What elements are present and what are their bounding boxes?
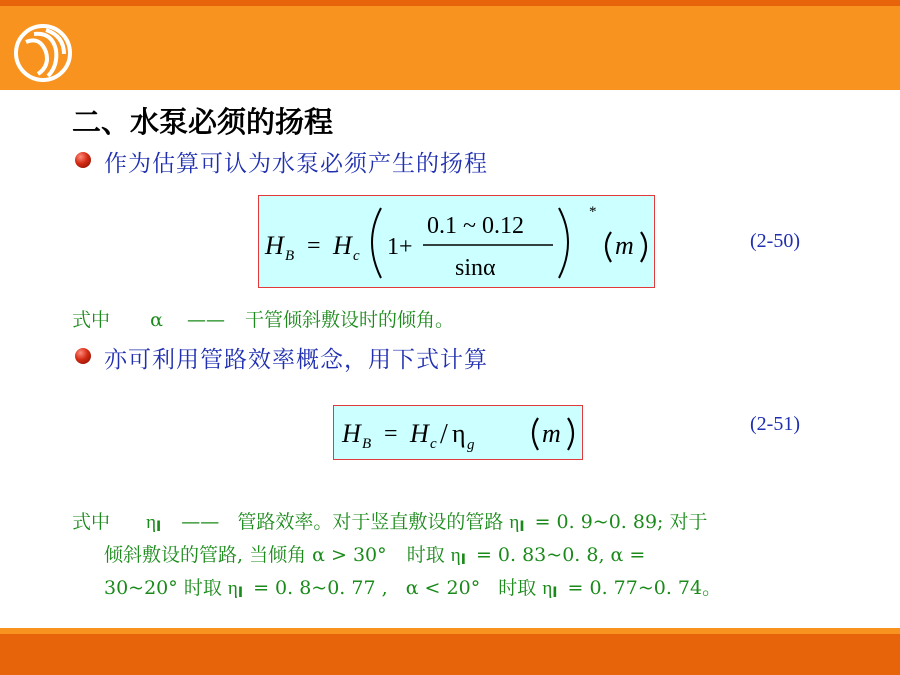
eq2-unit: m: [542, 419, 561, 448]
footer-bar: [0, 634, 900, 675]
eq1-star: *: [589, 204, 597, 220]
note1-prefix: 式中: [72, 309, 111, 331]
note2-line3-text2: 时取: [498, 577, 537, 599]
eq2-eta-sub: g: [467, 437, 475, 453]
note2-line3-eta: η: [227, 578, 238, 599]
note2-line2-eta-sub: I: [460, 552, 466, 568]
bullet-text-2: 亦可利用管路效率概念，用下式计算: [104, 347, 488, 373]
eq1-equals: =: [307, 233, 321, 259]
eq1-right-paren: [559, 208, 568, 278]
eq2-slash: /: [440, 419, 448, 450]
eq2-lhs: H: [342, 419, 361, 448]
eq1-rhs-sub: c: [353, 248, 360, 264]
note2-prefix: 式中: [72, 511, 111, 533]
note2-line3-val2: = 0. 77~0. 74。: [567, 577, 722, 599]
equation-box-2-50: [258, 195, 655, 288]
eq1-numerator: 0.1 ~ 0.12: [427, 213, 524, 239]
section-heading: 二、水泵必须的扬程: [72, 105, 334, 139]
eq1-rhs: H: [333, 231, 352, 260]
note2-line3-cond: α < 20°: [405, 577, 481, 599]
eq1-one-plus: 1+: [387, 234, 413, 260]
eq1-left-paren: [372, 208, 381, 278]
note-efficiency-line3: [104, 573, 721, 601]
note1-dash: ——: [186, 309, 225, 331]
bullet-icon: [75, 152, 91, 168]
note2-line2-text: 倾斜敷设的管路, 当倾角: [104, 544, 307, 566]
note-efficiency-line1: [72, 507, 708, 535]
note1-text: 干管倾斜敷设时的倾角。: [245, 309, 455, 331]
eq1-unit: m: [615, 231, 634, 260]
note2-line3-text: 30~20° 时取: [104, 577, 222, 599]
eq1-unit-rparen: [641, 232, 646, 262]
note2-line3-eta-sub: I: [237, 585, 244, 601]
note2-eta2: η: [509, 512, 520, 533]
eq2-rhs: H: [410, 419, 429, 448]
logo-icon: [12, 18, 74, 88]
eq1-unit-lparen: [606, 232, 611, 262]
note1-symbol: α: [150, 309, 163, 331]
eq1-lhs-sub: B: [285, 248, 295, 264]
note2-line3-eta2-sub: I: [552, 585, 558, 601]
eq2-rhs-sub: c: [430, 436, 437, 452]
note2-eta2-sub: I: [519, 519, 525, 535]
note2-line2-cond: α > 30°: [312, 544, 387, 566]
note2-line2-val: = 0. 83~0. 8, α =: [475, 544, 646, 566]
note2-line3-val: = 0. 8~0. 77 ,: [253, 577, 388, 599]
note-efficiency-line2: [104, 540, 645, 568]
bullet-text-1: 作为估算可认为水泵必须产生的扬程: [104, 151, 488, 177]
equation-2-50: [259, 196, 656, 289]
eq2-unit-rparen: [568, 418, 573, 450]
note2-text: 管路效率。对于竖直敷设的管路: [237, 511, 504, 533]
bullet-icon: [75, 348, 91, 364]
note2-dash: ——: [181, 511, 220, 533]
equation-box-2-51: [333, 405, 583, 460]
eq2-unit-lparen: [533, 418, 538, 450]
eq2-equals: =: [384, 421, 398, 447]
note2-line2-eta: η: [450, 545, 461, 566]
equation-2-51: [334, 406, 584, 461]
eq1-denominator: sinα: [455, 255, 496, 281]
equation-number-2-50: (2-50): [750, 230, 800, 252]
note2-eta: η: [146, 512, 156, 533]
eq1-lhs: H: [265, 231, 284, 260]
eq2-lhs-sub: B: [362, 436, 372, 452]
note2-line2-text2: 时取: [406, 544, 445, 566]
note2-line3-eta2: η: [542, 578, 553, 599]
equation-number-2-51: (2-51): [750, 413, 800, 435]
note2-eta-sub: I: [156, 519, 162, 535]
header-bar: [0, 6, 900, 90]
note2-val: = 0. 9~0. 89; 对于: [534, 511, 708, 533]
note-alpha: [72, 305, 454, 332]
eq2-eta: η: [452, 419, 466, 448]
